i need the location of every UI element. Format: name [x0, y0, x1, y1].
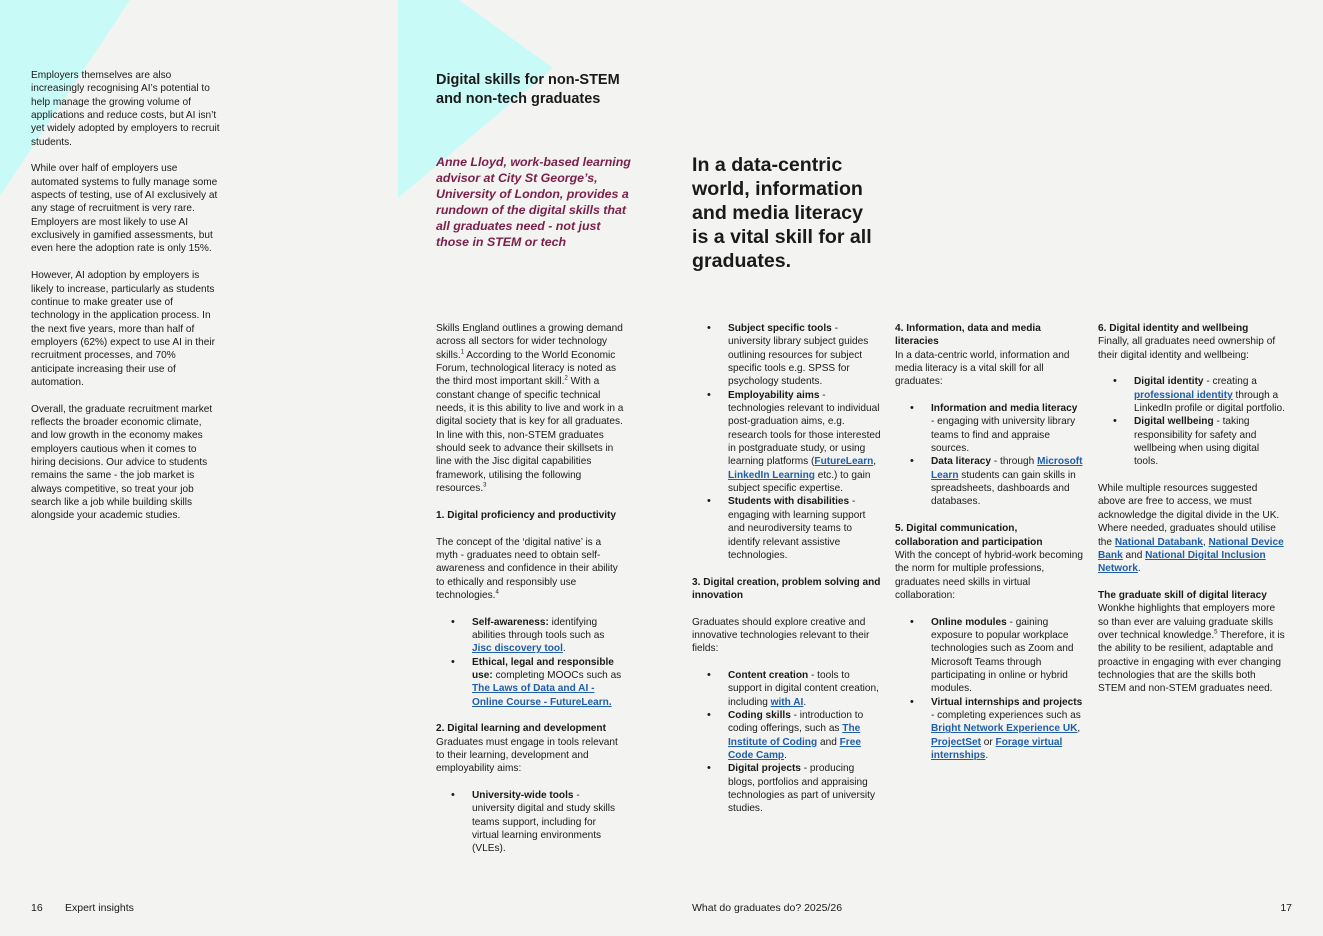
list-item: • Subject specific tools - university library subject guides outlining resources for subject specific tools e.g. SPSS for psychology students. [728, 322, 882, 389]
left-page-number: 16 [31, 902, 43, 914]
bullet-list [692, 669, 882, 816]
paragraph: In a data-centric world, information and media literacy is a vital skill for all graduates: [895, 349, 1070, 388]
list-item: • Digital wellbeing - taking responsibility for safety and wellbeing when using digital tools. [1134, 415, 1286, 468]
national-device-bank-link[interactable]: National Device Bank [1098, 536, 1284, 561]
section-heading: 1. Digital proficiency and productivity [436, 509, 617, 521]
microsoft-learn-link[interactable]: Microsoft Learn [931, 456, 1083, 481]
with-ai-link[interactable]: with AI [770, 696, 804, 708]
paragraph: While multiple resources suggested above are free to access, we must acknowledge the digital divide in the UK. Where needed, graduates should utilise the National Databank, National Device Bank and National Digital Inclusion Network. [1098, 483, 1284, 575]
pull-quote: In a data-centric world, information and media literacy is a vital skill for all graduates. [692, 154, 872, 272]
bullet-list [895, 402, 1083, 509]
right-page-number: 17 [1280, 902, 1292, 914]
bullet-list [692, 322, 882, 562]
paragraph: The concept of the ‘digital native’ is a myth - graduates need to obtain self-awareness and confidence in their ability to ethically and responsibly use technologies.$^4$ [436, 536, 618, 601]
professional-identity-link[interactable]: professional identity [1134, 389, 1233, 401]
paragraph: Graduates should explore creative and innovative technologies relevant to their fields: [692, 616, 870, 655]
left-page-column [31, 69, 220, 523]
left-paragraph-4: Overall, the graduate recruitment market reflects the broader economic climate, and low growth in the economy makes employers cautious when it comes to hiring decisions. Our advice to students remains the same - the job market is always competitive, so treat your job search like a job while building skills alongside your academic studies. [31, 403, 213, 522]
institute-of-coding-link[interactable]: The Institute of Coding [728, 723, 861, 748]
list-item: • University-wide tools - university digital and study skills teams support, including for virtual learning environments (VLEs). [472, 789, 625, 856]
linkedin-learning-link[interactable]: LinkedIn Learning [728, 469, 815, 481]
section-heading: 6. Digital identity and wellbeing [1098, 323, 1249, 334]
free-code-camp-link[interactable]: Free Code Camp [728, 736, 861, 761]
article-title: Digital skills for non-STEM and non-tech graduates [436, 72, 620, 107]
list-item: • Data literacy - through Microsoft Learn students can gain skills in spreadsheets, dashboards and databases. [931, 455, 1083, 508]
list-item: • Online modules - gaining exposure to popular workplace technologies such as Zoom and Microsoft Teams through participating in online or hybrid modules. [931, 616, 1083, 696]
national-databank-link[interactable]: National Databank [1114, 536, 1203, 548]
paragraph: With the concept of hybrid-work becoming the norm for multiple professions, graduates need skills in virtual collaboration: [895, 549, 1083, 601]
list-item: • Virtual internships and projects - completing experiences such as Bright Network Experience UK, ProjectSet or Forage virtual internships. [931, 696, 1083, 763]
left-section-label: Expert insights [65, 902, 134, 914]
article-column-3 [895, 322, 1083, 776]
paragraph: Graduates must engage in tools relevant to their learning, development and employability aims: [436, 736, 618, 775]
article-column-1 [436, 322, 625, 869]
national-digital-inclusion-link[interactable]: National Digital Inclusion Network [1098, 549, 1266, 575]
left-paragraph-3: However, AI adoption by employers is likely to increase, particularly as students continue to make greater use of technology in the application process. In the next five years, more than half of employers (62%) expect to use AI in their recruitment processes, and 70% anticipate increasing their use of automation. [31, 270, 216, 388]
list-item: • Self-awareness: identifying abilities through tools such as Jisc discovery tool. [472, 616, 625, 656]
list-item: • Content creation - tools to support in digital content creation, including with AI. [728, 669, 882, 709]
futurelearn-link[interactable]: FutureLearn [814, 456, 874, 468]
bullet-list [436, 616, 625, 709]
list-item: • Employability aims - technologies relevant to individual post-graduation aims, e.g. research tools for those interested in postgraduate study, or using learning platforms (FutureLearn, LinkedIn Learning etc.) to gain subject specific expertise. [728, 389, 882, 496]
left-paragraph-1: Employers themselves are also increasingly recognising AI’s potential to help manage the growing volume of applications and reduce costs, but AI isn’t yet widely adopted by employers to recruit students. [31, 70, 220, 148]
section-heading: 4. Information, data and media literacies [895, 323, 1041, 348]
publication-title: What do graduates do? 2025/26 [692, 902, 843, 914]
bullet-list [895, 616, 1083, 763]
bright-network-link[interactable]: Bright Network Experience UK [931, 723, 1078, 735]
paragraph: Finally, all graduates need ownership of their digital identity and wellbeing: [1098, 336, 1276, 361]
list-item: • Information and media literacy - engaging with university library teams to find and appraise sources. [931, 402, 1083, 455]
list-item: • Coding skills - introduction to coding offerings, such as The Institute of Coding and Free Code Camp. [728, 709, 882, 762]
article-intro: Anne Lloyd, work-based learning advisor at City St George’s, University of London, provides a rundown of the digital skills that all graduates need - not just those in STEM or tech [436, 155, 631, 249]
section-heading: 5. Digital communication, collaboration and participation [895, 523, 1043, 548]
section-heading: The graduate skill of digital literacy [1098, 589, 1267, 601]
laws-of-data-course-link[interactable]: The Laws of Data and AI - Online Course - FutureLearn. [472, 683, 612, 708]
bullet-list [1098, 375, 1286, 468]
bullet-list [436, 789, 625, 856]
forage-link[interactable]: Forage virtual internships [931, 736, 1063, 761]
paragraph: Wonkhe highlights that employers more so than ever are valuing graduate skills over technical knowledge.$^5$ Therefore, it is the ability to be resilient, adaptable and proactive in engaging with ever changing technologies that are the skills both STEM and non-STEM graduates need. [1098, 603, 1285, 695]
list-item: • Digital identity - creating a professional identity through a LinkedIn profile or digital portfolio. [1134, 375, 1286, 415]
section-heading: 2. Digital learning and development [436, 723, 606, 735]
list-item: • Students with disabilities - engaging with learning support and neurodiversity teams to identify relevant assistive technologies. [728, 495, 882, 562]
left-paragraph-2: While over half of employers use automated systems to fully manage some aspects of testing, use of AI exclusively at any stage of recruitment is very rare. Employers are most likely to use AI exclusively in gamified assessments, but even here the adoption rate is only 15%. [31, 163, 218, 255]
list-item: • Ethical, legal and responsible use: completing MOOCs such as The Laws of Data and AI - Online Course - FutureLearn. [472, 656, 625, 709]
paragraph: Skills England outlines a growing demand across all sectors for wider technology skills.$^1$ According to the World Economic Forum, technological literacy is noted as the third most important skill.$^2$ With a constant change of specific technical needs, it is this ability to live and work in a digital society that is key for all graduates. In line with this, non-STEM graduates should seek to advance their skillsets in line with the Jisc digital capabilities framework, utilising the following resources.$^3$ [436, 323, 624, 495]
jisc-discovery-tool-link[interactable]: Jisc discovery tool [472, 643, 563, 655]
projectset-link[interactable]: ProjectSet [931, 736, 981, 748]
article-column-2 [692, 322, 882, 829]
list-item: • Digital projects - producing blogs, portfolios and appraising technologies as part of university studies. [728, 762, 882, 815]
article-column-4 [1098, 322, 1286, 696]
section-heading: 3. Digital creation, problem solving and innovation [692, 576, 881, 601]
